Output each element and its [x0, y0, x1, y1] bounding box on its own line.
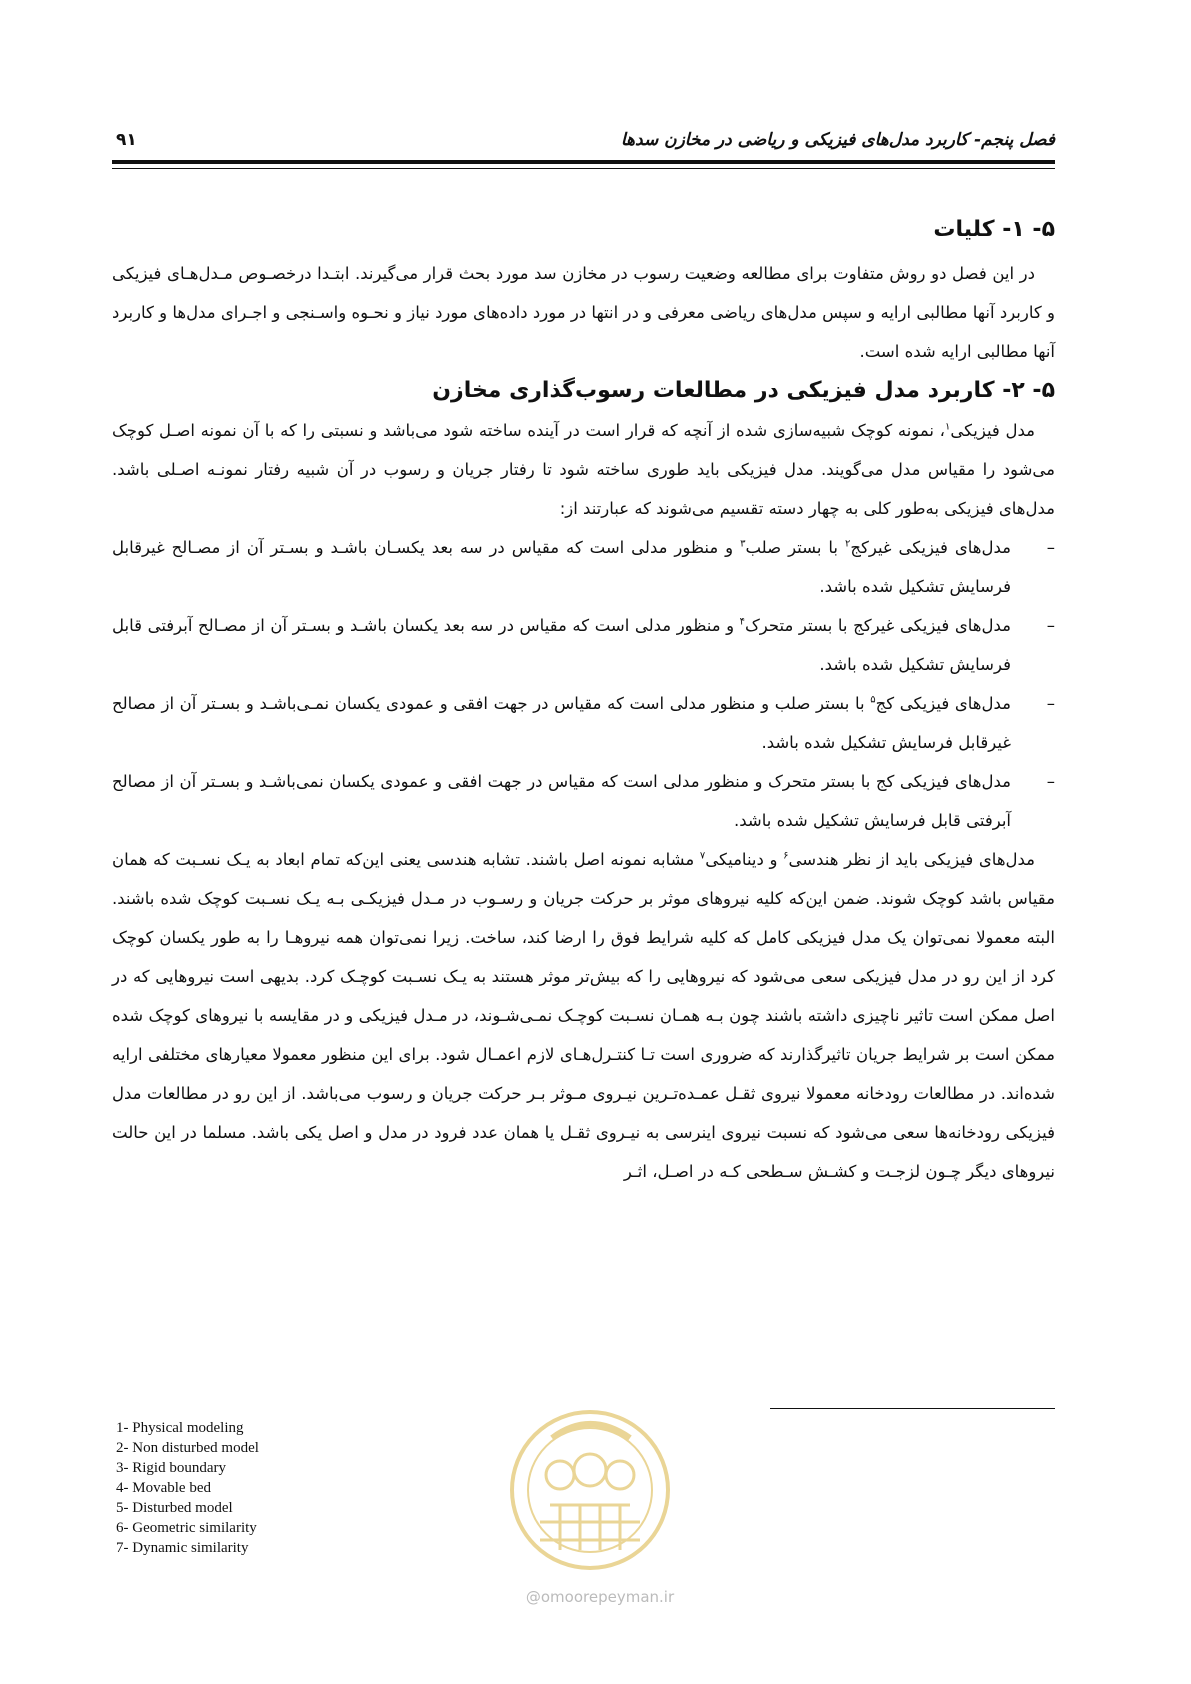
section-heading-2: ۵- ۲- کاربرد مدل فیزیکی در مطالعات رسوب‌گذاری مخازن — [432, 378, 1055, 403]
list-item: – مدل‌های فیزیکی کج با بستر متحرک و منظور مدلی است که مقیاس در جهت افقی و عمودی یکسان نمی‌باشـد و بسـتر آن از مصالح آبرفتی قابل فرسایش تشکیل شده باشد. — [112, 762, 1055, 840]
footnote: 7- Dynamic similarity — [116, 1540, 249, 1556]
footnote: 3- Rigid boundary — [116, 1460, 226, 1476]
chapter-title: فصل پنجم- کاربرد مدل‌های فیزیکی و ریاضی در مخازن سدها — [620, 130, 1055, 150]
dash-bullet: – — [1046, 616, 1055, 635]
footnote: 4- Movable bed — [116, 1480, 211, 1496]
header-rule-thin — [112, 168, 1055, 169]
list-item: – مدل‌های فیزیکی غیرکج با بستر متحرک$^۴$ و منظور مدلی است که مقیاس در سه بعد یکسان باشـد و بسـتر آن از مصـالح آبرفتی قابل فرسایش تشکیل شده باشد. — [112, 606, 1055, 684]
watermark-url: @omoorepeyman.ir — [525, 1588, 675, 1606]
footnote: 5- Disturbed model — [116, 1500, 233, 1516]
watermark-logo-icon — [480, 1390, 700, 1600]
dash-bullet: – — [1046, 538, 1055, 557]
header-rule-thick — [112, 160, 1055, 164]
list-item: – مدل‌های فیزیکی کج$^۵$ با بستر صلب و منظور مدلی است که مقیاس در جهت افقی و عمودی یکسان نمـی‌باشـد و بسـتر آن از مصالح غیرقابل فرسایش تشکیل شده باشد. — [112, 684, 1055, 762]
model-types-list — [112, 528, 1055, 840]
footnote: 6- Geometric similarity — [116, 1520, 257, 1536]
section2-paragraph-2: مدل‌های فیزیکی باید از نظر هندسی$^۶$ و دینامیکی$^۷$ مشابه نمونه اصل باشند. تشابه هندسی یعنی این‌که تمام ابعاد به یـک نسـبت که همان مقیاس باشد کوچک شوند. ضمن این‌که کلیه نیروهای موثر بر حرکت جریان و رسـوب در مـدل فیزیکـی بـه یـک نسـبت کوچک شده باشند. البته معمولا نمی‌توان یک مدل فیزیکی کامل که کلیه شرایط فوق را ارضا کند، ساخت. زیرا نمی‌توان همه نیروهـا را به طور یکسان کوچک کرد از این رو در مدل فیزیکی سعی می‌شود که نیروهایی را که بیش‌تر موثر هستند به یـک نسـبت کوچـک کرد. بدیهی است نیروهایی که در اصل ممکن است تاثیر ناچیزی داشته باشند چون بـه همـان نسـبت کوچـک نمـی‌شـوند، در مـدل فیزیکی و در مقایسه با نیروهای کوچک شده ممکن است بر شرایط جریان تاثیرگذارند که ضروری است تـا کنتـرل‌هـای لازم اعمـال شود. برای این منظور معمولا معیارهای مختلفی ارایه شده‌اند. در مطالعات رودخانه معمولا نیروی ثقـل عمـده‌تـرین نیـروی مـوثر بـر حرکت جریان و رسوب می‌باشد. از این رو در مطالعات مدل فیزیکی رودخانه‌ها سعی می‌شود که نسبت نیروی اینرسی به نیـروی ثقـل یا همان عدد فرود در مدل و اصل یکی باشد. مسلما در این حالت نیروهای دیگر چـون لزجـت و کشـش سـطحی کـه در اصـل، اثـر — [112, 850, 1055, 1181]
dash-bullet: – — [1046, 694, 1055, 713]
section2-intro: مدل فیزیکی$^۱$، نمونه کوچک شبیه‌سازی شده از آنچه که قرار است در آینده ساخته شود می‌باشد و نسبتی را که با آن نمونه اصـل کوچک می‌شود را مقیاس مدل می‌گویند. مدل فیزیکی باید طوری ساخته شود تا رفتار جریان و رسوب در آن شبیه رفتار نمونـه اصـلی باشد. مدل‌های فیزیکی به‌طور کلی به چهار دسته تقسیم می‌شوند که عبارتند از: — [112, 421, 1055, 518]
footnote-rule — [770, 1408, 1055, 1409]
list-item: – مدل‌های فیزیکی غیرکج$^۲$ با بستر صلب$^۳$ و منظور مدلی است که مقیاس در سه بعد یکسـان باشـد و بسـتر آن از مصـالح غیرقابل فرسایش تشکیل شده باشد. — [112, 528, 1055, 606]
running-header — [112, 126, 1055, 156]
page-number: ۹۱ — [116, 130, 137, 150]
section-heading-1: ۵- ۱- کلیات — [933, 217, 1055, 242]
main-content — [112, 210, 1055, 1191]
section1-paragraph: در این فصل دو روش متفاوت برای مطالعه وضعیت رسوب در مخازن سد مورد بحث قرار می‌گیرند. ابتـدا درخصـوص مـدل‌هـای فیزیکی و کاربرد آنها مطالبی ارایه و سپس مدل‌های ریاضی معرفی و در انتها در مورد داده‌های مورد نیاز و نحـوه واسـنجی و اجـرای مدل‌ها و کاربرد آنها مطالبی ارایه شده است. — [112, 264, 1055, 361]
footnotes — [116, 1418, 259, 1558]
footnote: 2- Non disturbed model — [116, 1440, 259, 1456]
dash-bullet: – — [1046, 772, 1055, 791]
footnote: 1- Physical modeling — [116, 1420, 244, 1436]
